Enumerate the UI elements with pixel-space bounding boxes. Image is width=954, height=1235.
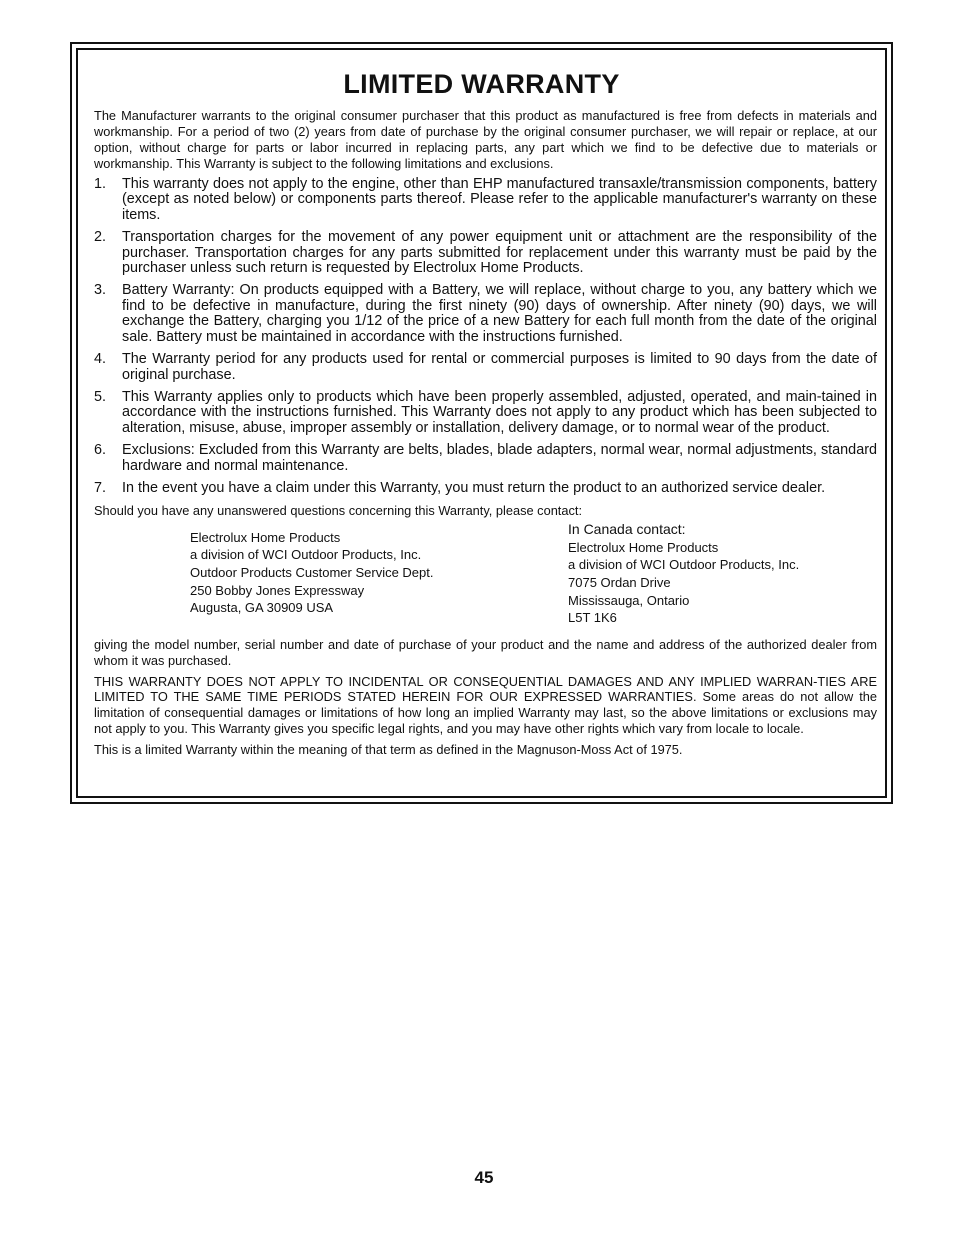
intro-paragraph: The Manufacturer warrants to the original consumer purchaser that this product as manufactured is free from defects in materials and workmanship. For a period of two (2) years from date of purchase by the original consumer purchaser, we will repair or replace, at our option, without charge for parts or labor incurred in replacing parts, any part which we find to be defective due to materials or workmanship. This Warranty is subject to the following limitations and exclusions. [94,108,877,171]
item-number: 4. [94,351,107,368]
warranty-border-outer [70,42,893,804]
disclaimer-paragraph: THIS WARRANTY DOES NOT APPLY TO INCIDENTAL OR CONSEQUENTIAL DAMAGES AND ANY IMPLIED WARRAN-TIES ARE LIMITED TO THE SAME TIME PERIODS STATED HEREIN FOR OUR EXPRESSED WARRANTIES. Some areas do not allow the limitation of consequential damages or limitations of how long an implied Warranty may last, so the above limitations or exclusions may not apply to you. This Warranty gives you specific legal rights, and you may have other rights which vary from locale to locale. [94,673,877,737]
us-address-line: Outdoor Products Customer Service Dept. [190,564,434,580]
us-address-block [190,529,434,617]
canada-heading: In Canada contact: [568,520,686,537]
item-number: 3. [94,282,107,299]
list-item [94,230,877,277]
us-address-line: 250 Bobby Jones Expressway [190,582,365,598]
list-item [94,352,877,383]
list-item [94,443,877,474]
item-text: The Warranty period for any products used for rental or commercial purposes is limited to 90 days from the date of original purchase. [122,351,877,383]
item-text: In the event you have a claim under this Warranty, you must return the product to an authorized service dealer. [122,479,826,496]
canada-address-line: L5T 1K6 [568,610,617,626]
canada-address-line: a division of WCI Outdoor Products, Inc. [568,557,800,573]
us-address-line: a division of WCI Outdoor Products, Inc. [190,547,422,563]
item-text: This warranty does not apply to the engine, other than EHP manufactured transaxle/transmission components, battery (except as noted below) or components parts thereof. Please refer to the applicable manufacturer's warranty on these items. [122,175,877,223]
item-text: Exclusions: Excluded from this Warranty are belts, blades, blade adapters, normal wear, normal adjustments, standard hardware and normal maintenance. [122,442,877,474]
item-number: 2. [94,228,107,245]
page-title: LIMITED WARRANTY [343,69,620,99]
list-item [94,283,877,345]
canada-address-line: Electrolux Home Products [568,539,719,555]
us-address-line: Electrolux Home Products [190,529,341,545]
contact-intro: Should you have any unanswered questions concerning this Warranty, please contact: [94,502,582,518]
item-number: 5. [94,388,107,405]
canada-address-block [568,521,799,627]
giving-info-paragraph: giving the model number, serial number and date of purchase of your product and the name and address of the authorized dealer from whom it was purchased. [94,636,877,668]
warranty-border-inner [76,48,887,798]
page-number: 45 [474,1168,494,1187]
item-text: This Warranty applies only to products which have been properly assembled, adjusted, operated, and main-tained in accordance with the instructions furnished. This Warranty does not apply to any product which has been subjected to alteration, misuse, abuse, improper assembly or installation, delivery damage, or to normal wear of the product. [122,388,877,436]
limitations-list [94,177,877,497]
item-number: 7. [94,479,107,496]
list-item [94,177,877,224]
item-text: Battery Warranty: On products equipped with a Battery, we will replace, without charge to you, any battery which we find to be defective in manufacture, during the first ninety (90) days of ownership. After ninety (90) days, we will exchange the Battery, charging you 1/12 of the price of a new Battery for each full month from the date of the original sale. Battery must be maintained in accordance with the instructions furnished. [122,282,877,345]
contact-addresses [94,521,877,637]
canada-address-line: Mississauga, Ontario [568,592,690,608]
list-item [94,481,877,497]
magnuson-moss-paragraph: This is a limited Warranty within the meaning of that term as defined in the Magnuson-Moss Act of 1975. [94,742,683,758]
list-item [94,390,877,437]
canada-address-line: 7075 Ordan Drive [568,575,671,590]
item-number: 1. [94,175,107,192]
us-address-line: Augusta, GA 30909 USA [190,600,334,616]
warranty-content [94,108,877,758]
item-text: Transportation charges for the movement of any power equipment unit or attachment are the responsibility of the purchaser. Transportation charges for any parts submitted for replacement under this warranty must be paid by the purchaser unless such return is requested by Electrolux Home Products. [122,228,877,277]
item-number: 6. [94,442,107,459]
